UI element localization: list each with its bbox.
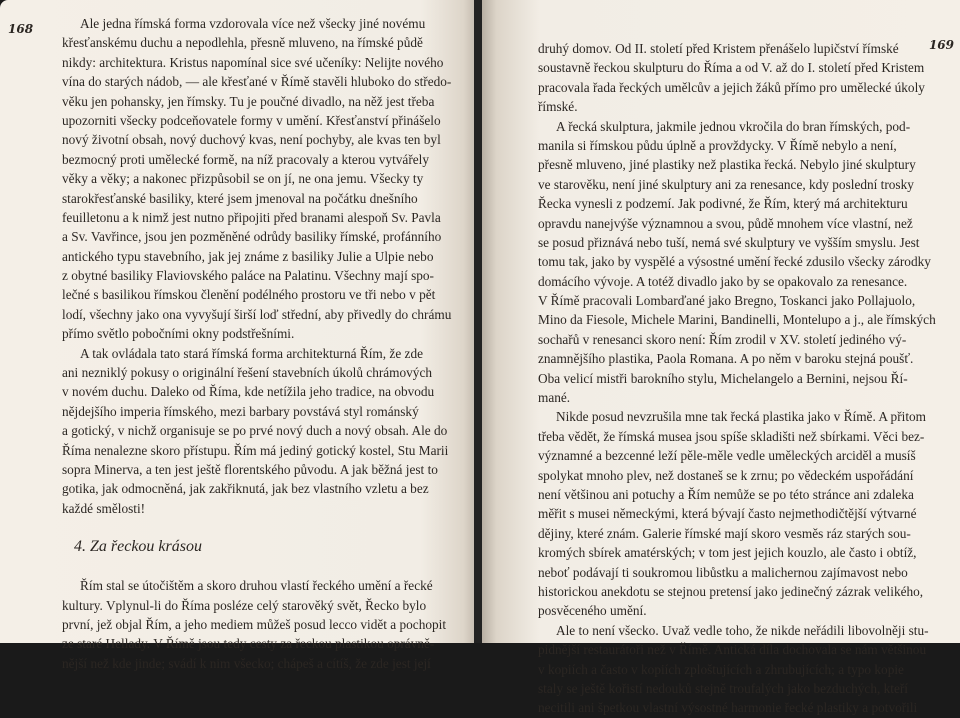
text-line: tomu tak, jako by vyspělé a výsostné umění řecké zdusilo všecky zárodky xyxy=(538,254,931,270)
text-line: A tak ovládala tato stará římská forma architekturná Řím, že zde xyxy=(80,345,423,361)
text-line: pracovala řada řeckých umělcův a jejich žáků přímo pro umělecké úkoly xyxy=(538,79,925,95)
text-line: ani nezniklý pokusy o originální řešení stavebních úkolů chrámových xyxy=(62,365,433,381)
text-line: Ale jedna římská forma vzdorovala více než všecky jiné novému xyxy=(80,16,426,31)
text-line: a gotický, v nichž organisuje se po prvé nový duch a nový obsah. Ale do xyxy=(62,423,448,439)
text-line: domácího vývoje. A totéž divadlo jako by se opakovalo za renesance. xyxy=(538,273,908,289)
text-line: nější než kde jinde; svádí k nim všecko; chápeš a cítíš, že zde jest její xyxy=(62,655,431,671)
text-line: nikdy: architektura. Kristus napomínal sice své učeníky: Nelijte nového xyxy=(62,54,444,70)
text-line: spolykat mnoho plev, než dostaneš se k zrnu; po vědeckém uspořádání xyxy=(538,467,914,483)
text-line: Říma nenalezne skoro přístupu. Řím má jediný gotický kostel, Stu Marii xyxy=(62,442,449,458)
text-line: Řím stal se útočištěm a skoro druhou vlastí řeckého umění a řecké xyxy=(80,578,433,594)
text-line: se posud přiznává nebo tuší, nemá své skulptury ve vyšším smyslu. Jest xyxy=(538,234,920,250)
text-line: v novém duchu. Daleko od Říma, kde netížila jeho tradice, na obvodu xyxy=(62,384,435,400)
text-line: mané. xyxy=(538,390,571,406)
left-page-text xyxy=(62,14,451,673)
text-line: soustavně řeckou skulpturu do Říma a od V. až do I. století před Kristem xyxy=(538,60,925,76)
text-line: věku jen pohansky, jen římsky. Tu je poučné divadlo, na něž jest třeba xyxy=(62,93,435,109)
text-line: ve starověku, není jiné skulptury ani za renesance, kdy poslední trosky xyxy=(538,176,914,192)
text-line: přesně mluveno, jiné plastiky než plastika řecká. Nebylo jiné skulptury xyxy=(538,157,916,173)
text-line: Řecka vynesli z podzemí. Jak podivné, že Řím, který má architekturu xyxy=(538,196,908,212)
text-line: starokřesťanské basiliky, které jsem jmenoval na počátku dnešního xyxy=(62,190,418,206)
section-heading: 4. Za řeckou krásou xyxy=(74,538,202,556)
text-line: a Sv. Vavřince, jsou jen pozměněné odrůdy basiliky římské, profánního xyxy=(62,229,442,245)
text-line: sochařů v renesanci skoro není: Řím zrodil v XV. století jediného vý- xyxy=(538,331,907,347)
text-line: manila si římskou půdu úplně a provždycky. V Římě nebylo a není, xyxy=(538,137,897,153)
text-line: v kopiích a často v kopiích zploštujících a zhrubujících; a typo kopie xyxy=(538,661,904,677)
text-line: V Římě pracovali Lombarďané jako Bregno, Toskanci jako Pollajuolo, xyxy=(538,293,916,309)
text-line: třeba vědět, že římská musea jsou spíše skladišti než sbírkami. Věci bez- xyxy=(538,428,925,444)
text-line: opravdu nanejvýše významnou a svou, půdě mnohem více vlastní, než xyxy=(538,215,913,231)
text-line: upozorniti všecky podceňovatele formy v umění. Křesťanství přinášelo xyxy=(62,112,441,128)
text-line: ze staré Hellady. V Římě jsou tedy cesty za řeckou plastikou oprávně- xyxy=(62,636,435,652)
text-line: lečné s basilikou římskou členění podélného prostoru ve tři nebo v pět xyxy=(62,287,436,303)
right-page xyxy=(482,0,960,716)
text-line: necitili ani špetkou vlastní výsostné harmonie řecké plastiky a potvořili xyxy=(538,700,918,716)
text-line: vína do starých nádob, — ale křesťané v Římě stavěli hluboko do středo- xyxy=(62,74,452,90)
text-line: římské. xyxy=(538,99,578,115)
text-line: historickou anekdotu se stejnou pretensí jako jedinečný zázrak velikého, xyxy=(538,583,924,599)
text-line: Oba velicí mistři barokního stylu, Michelangelo a Bernini, nejsou Ří- xyxy=(538,370,908,386)
text-line: nějdejšího imperia římského, mezi barbary povstává styl románský xyxy=(62,403,419,419)
page-number-left: 168 xyxy=(8,22,34,36)
text-line: Nikde posud nevzrušila mne tak řecká plastika jako v Římě. A přitom xyxy=(556,409,927,425)
text-line: z obytné basiliky Flaviovského paláce na Palatinu. Všechny mají spo- xyxy=(62,268,434,284)
text-line: každé smělosti! xyxy=(62,500,146,516)
text-line: významné a bezcenné leží pěle-měle vedle uměleckých arciděl a musíš xyxy=(538,448,916,464)
text-line: bezmocný proti umělecké formě, na níž pracovaly a kterou vytvářely xyxy=(62,151,429,167)
text-line: posvěceného umění. xyxy=(538,603,647,619)
text-line: sopra Minerva, a ten jest ještě florentského původu. A jak běžná jest to xyxy=(62,461,438,477)
text-line: A řecká skulptura, jakmile jednou vkročila do bran římských, pod- xyxy=(556,118,911,134)
text-line: lodí, všechny jako ona vyvyšují širší loď střední, aby přivedly do chrámu xyxy=(62,306,452,322)
text-line: znamnějšího plastika, Paola Romana. A po něm v baroku stejná poušť. xyxy=(538,351,914,367)
text-line: kromých sbírek amatérských; v tom jest jejich kouzlo, ale často i obtíž, xyxy=(538,545,917,561)
text-line: neboť podávají ti soukromou libůstku a malichernou zajímavost nebo xyxy=(538,564,908,580)
text-line: druhý domov. Od II. století před Kristem přenášelo lupičství římské xyxy=(538,41,899,56)
text-line: antického typu stavebního, jak jej známe z basiliky Julie a Ulpie nebo xyxy=(62,248,434,264)
text-line: přímo světlo pobočními okny podstřešními. xyxy=(62,326,295,342)
text-line: gotika, jak odmocněná, jak zakřiknutá, jak bez vlastního vzletu a bez xyxy=(62,481,429,497)
left-page xyxy=(0,0,478,671)
page-number-right: 169 xyxy=(928,38,954,52)
text-line: staly se ještě kořistí nedouků stejně troufalých jako bezduchých, kteří xyxy=(538,680,908,696)
right-page-text xyxy=(538,39,936,718)
text-line: věky a věky; a nakonec přizpůsobil se on jí, ne ona jemu. Všecky ty xyxy=(62,171,424,187)
text-line: kultury. Vplynul-li do Říma posléze celý starověký svět, Řecko bylo xyxy=(62,597,427,613)
text-line: nový životní obsah, nový duchový kvas, není pochyby, ale kvas ten byl xyxy=(62,132,441,148)
text-line: dějiny, které znám. Galerie římské mají skoro vesměs ráz starých sou- xyxy=(538,525,911,541)
text-line: měřit s musei německými, která bývají často nejmethodičtější výtvarné xyxy=(538,506,917,522)
text-line: Mino da Fiesole, Michele Marini, Bandinelli, Montelupo a j., ale římských xyxy=(538,312,936,328)
text-line: feuilletonu a k nimž jest nutno připojiti před branami alespoň Sv. Pavla xyxy=(62,209,441,225)
text-line: Ale to není všecko. Uvaž vedle toho, že nikde neřádili libovolněji stu- xyxy=(556,622,929,638)
text-line: první, jež objal Řím, a jeho mediem můžeš posud lecco vidět a pochopit xyxy=(62,616,447,632)
text-line: pidnější restaurátoři než v Římě. Antická díla dochovala se nám většinou xyxy=(538,642,927,658)
text-line: není většinou ani potuchy a Řím nemůže se po této stránce ani zdaleka xyxy=(538,486,914,502)
text-line: křesťanskému duchu a nepodlehla, přesně mluveno, na římské půdě xyxy=(62,35,423,51)
